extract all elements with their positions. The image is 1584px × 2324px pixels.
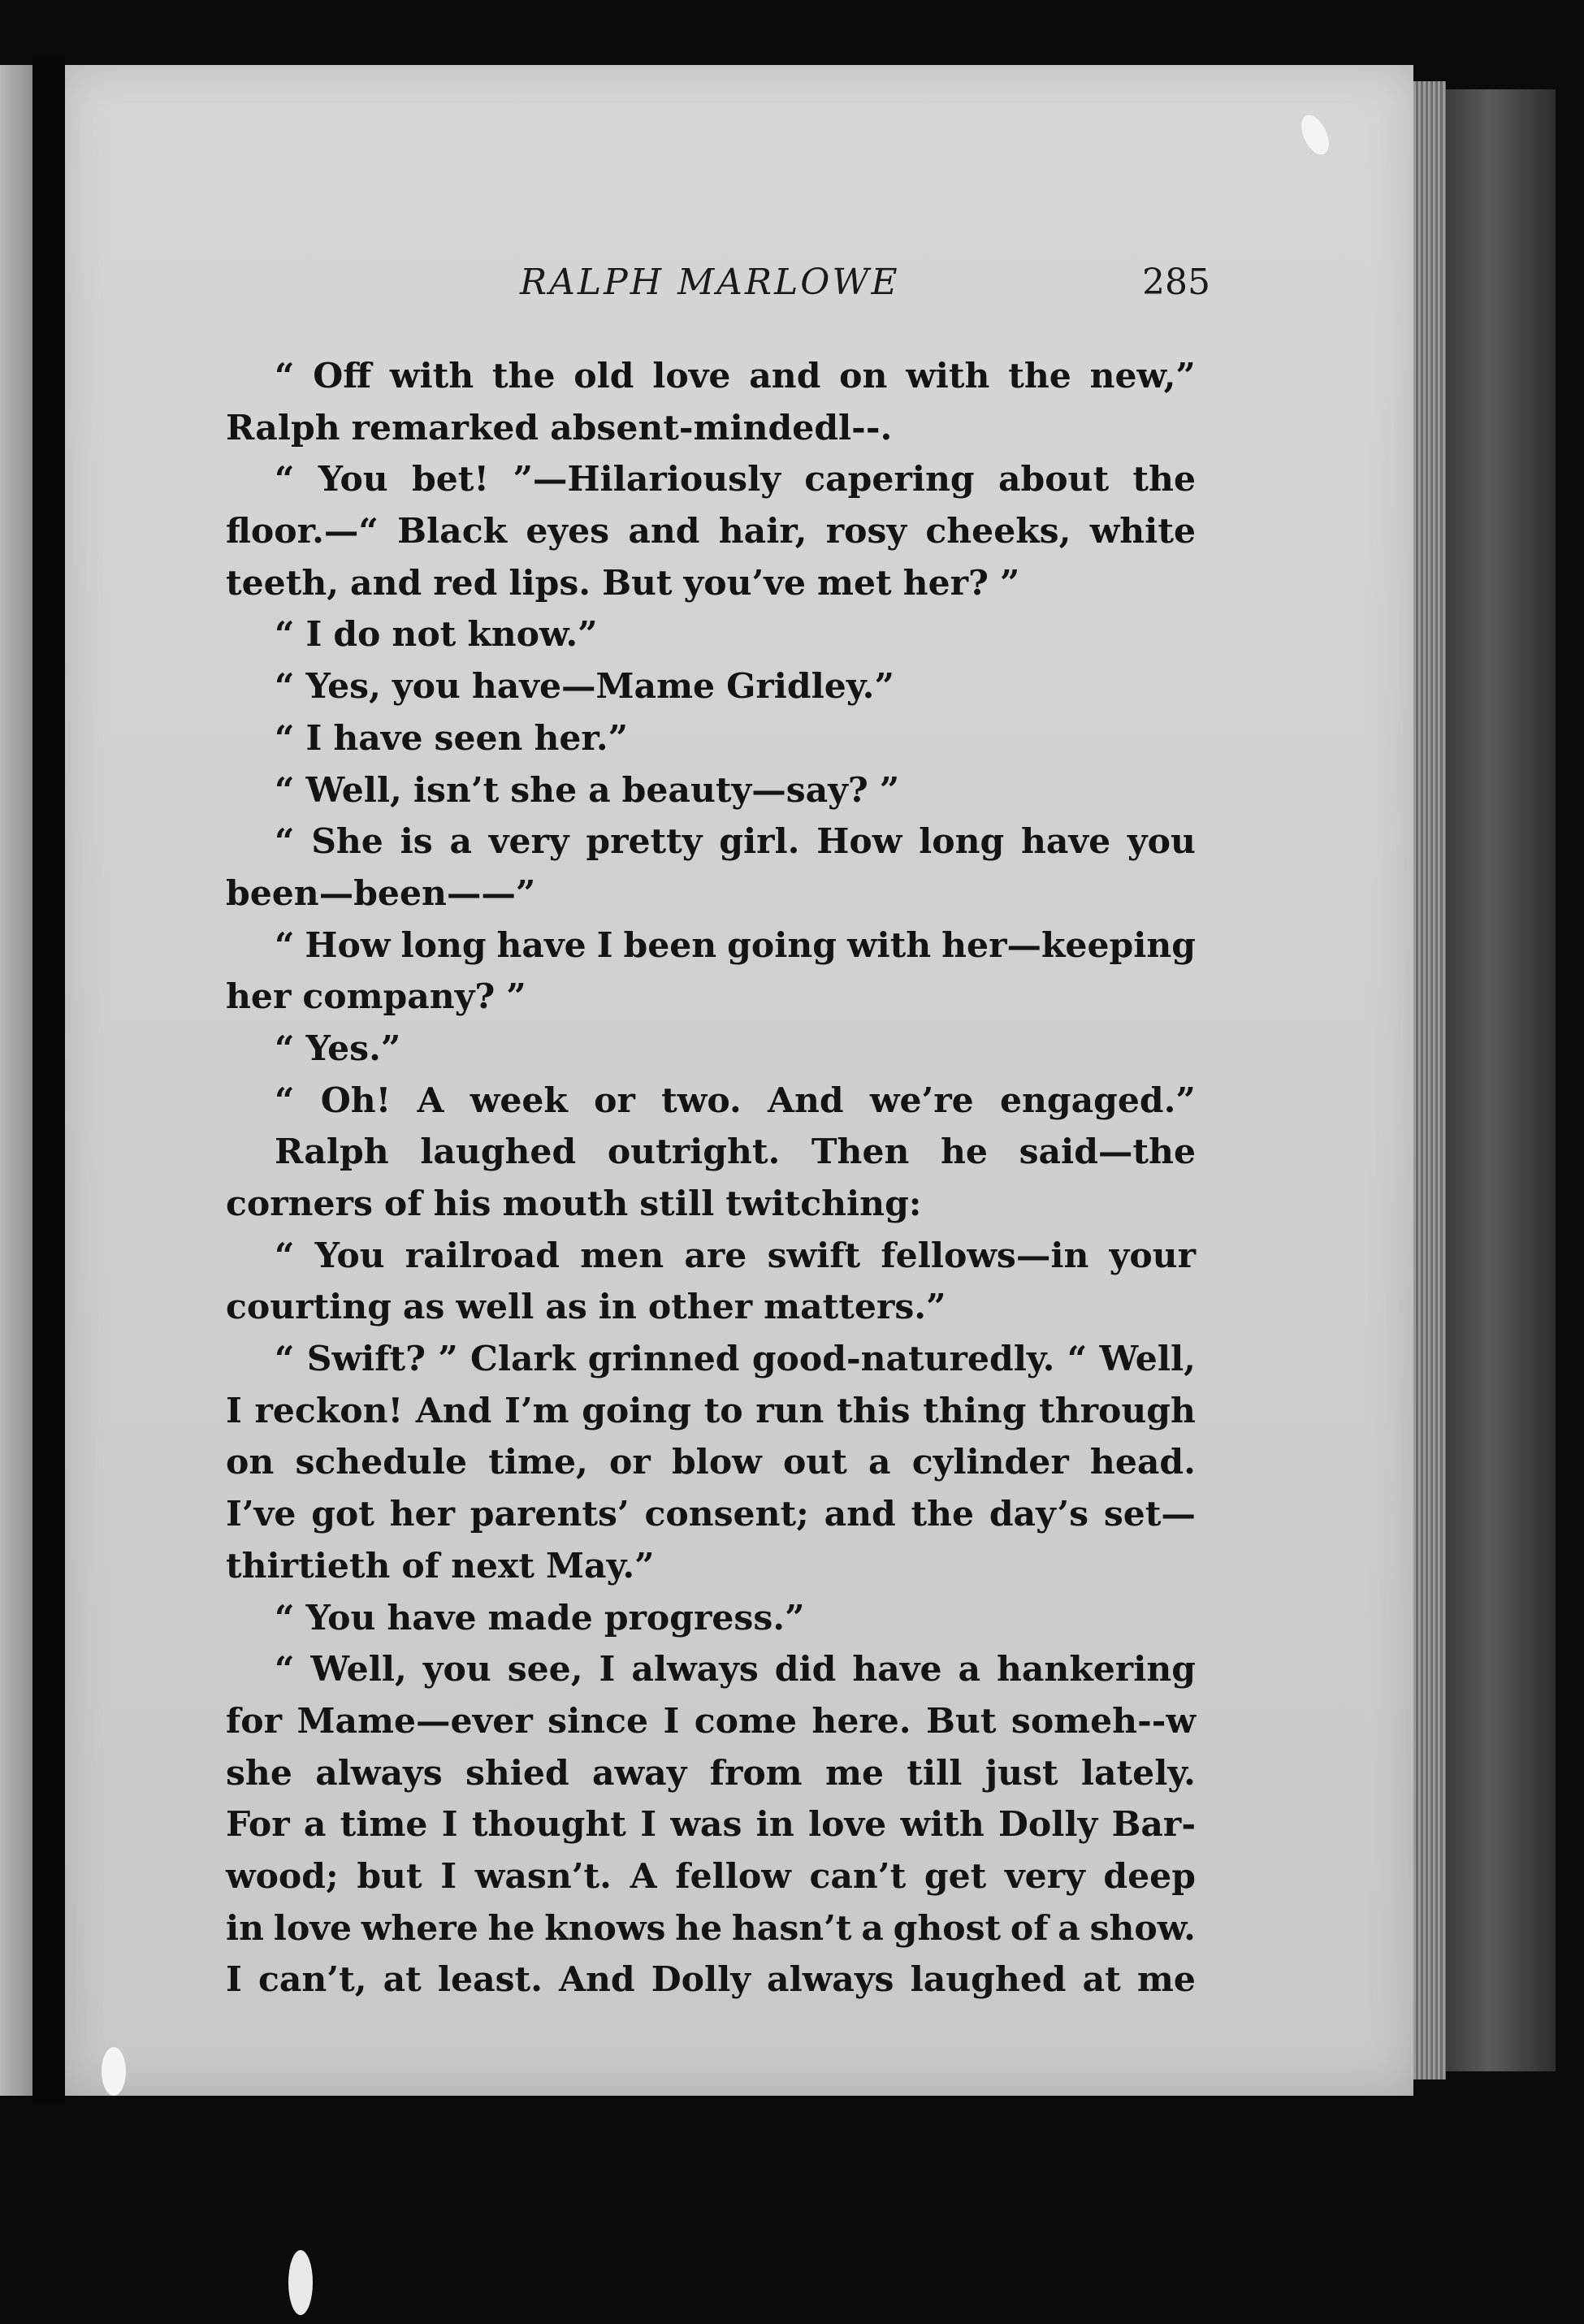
word: about bbox=[998, 459, 1110, 500]
word: a bbox=[588, 769, 611, 811]
word: “ bbox=[275, 459, 295, 500]
word: courting bbox=[226, 1287, 392, 1328]
word: cylinder bbox=[911, 1442, 1069, 1483]
word: “ bbox=[275, 1235, 295, 1276]
word: pretty bbox=[586, 821, 703, 863]
word: Ralph bbox=[275, 1132, 389, 1173]
word: seen bbox=[434, 717, 523, 759]
word: twitching: bbox=[725, 1184, 922, 1224]
word: thing bbox=[923, 1390, 1027, 1431]
word: remarked bbox=[351, 407, 539, 448]
word: white bbox=[1089, 511, 1196, 552]
word: I’m bbox=[504, 1390, 569, 1431]
text-line bbox=[226, 713, 1196, 765]
word: teeth, bbox=[226, 562, 340, 604]
word: wasn’t. bbox=[474, 1855, 612, 1897]
word: on bbox=[839, 356, 888, 396]
word: knows bbox=[544, 1907, 666, 1949]
word: consent; bbox=[644, 1494, 809, 1535]
text-line bbox=[226, 1179, 1196, 1231]
text-line bbox=[226, 403, 1196, 455]
text-line bbox=[226, 1593, 1196, 1645]
page-number: 285 bbox=[1142, 262, 1210, 303]
text-line bbox=[226, 1127, 1196, 1179]
word: been bbox=[623, 924, 717, 966]
word: do bbox=[333, 614, 381, 656]
word: day’s bbox=[989, 1494, 1089, 1535]
word: head. bbox=[1089, 1442, 1196, 1483]
word: in bbox=[226, 1907, 265, 1949]
word: Clark bbox=[470, 1339, 576, 1380]
word: always bbox=[315, 1752, 443, 1794]
word: Well, bbox=[1099, 1339, 1196, 1380]
word: this bbox=[836, 1390, 911, 1431]
word: you’ve bbox=[683, 562, 807, 604]
text-line bbox=[226, 1954, 1196, 2006]
word: and bbox=[628, 511, 700, 552]
word: someh--w bbox=[1011, 1700, 1196, 1742]
word: And bbox=[559, 1959, 635, 2001]
word: run bbox=[755, 1390, 824, 1431]
word: know.” bbox=[467, 614, 598, 656]
word: me bbox=[824, 1752, 884, 1794]
text-line bbox=[226, 1437, 1196, 1489]
word: not bbox=[392, 614, 457, 656]
word: and bbox=[749, 356, 821, 396]
word: week bbox=[470, 1080, 568, 1121]
word: the bbox=[491, 356, 556, 396]
word: a bbox=[449, 821, 473, 863]
word: I bbox=[226, 1390, 242, 1431]
word: you bbox=[392, 666, 461, 708]
word: shied bbox=[465, 1752, 569, 1794]
word: always bbox=[767, 1959, 894, 2001]
book-cover-edge bbox=[1446, 89, 1556, 2071]
word: out bbox=[782, 1442, 847, 1483]
word: old bbox=[573, 356, 634, 396]
word: said—the bbox=[1019, 1132, 1196, 1173]
word: men bbox=[580, 1235, 664, 1276]
word: And bbox=[768, 1080, 844, 1121]
word: I’ve bbox=[226, 1494, 296, 1535]
word: very bbox=[1004, 1855, 1085, 1897]
word: as bbox=[402, 1287, 445, 1328]
word: she bbox=[226, 1752, 292, 1794]
word: floor.—“ bbox=[226, 511, 379, 552]
word: going bbox=[727, 924, 837, 966]
word: red bbox=[433, 562, 498, 604]
word: a bbox=[958, 1649, 981, 1690]
word: and bbox=[824, 1494, 896, 1535]
word: long bbox=[400, 924, 487, 966]
word: eyes bbox=[526, 511, 610, 552]
word: or bbox=[609, 1442, 651, 1483]
word: long bbox=[919, 821, 1005, 863]
word: “ bbox=[275, 924, 295, 966]
word: thirtieth bbox=[226, 1545, 391, 1586]
text-line bbox=[226, 609, 1196, 661]
word: next bbox=[451, 1545, 534, 1586]
word: as bbox=[545, 1287, 587, 1328]
word: “ bbox=[275, 1649, 295, 1690]
word: Yes.” bbox=[305, 1028, 401, 1069]
word: have bbox=[496, 924, 586, 966]
word: “ bbox=[1067, 1339, 1088, 1380]
page-stack-edge bbox=[1413, 81, 1446, 2079]
word: “ bbox=[275, 1080, 295, 1121]
gutter-shadow bbox=[32, 57, 65, 2104]
word: fellows—in bbox=[881, 1235, 1089, 1276]
word: and bbox=[350, 562, 422, 604]
word: her bbox=[389, 1494, 455, 1535]
word: of bbox=[383, 1184, 422, 1224]
word: ” bbox=[879, 769, 900, 811]
word: have bbox=[852, 1649, 942, 1690]
word: you bbox=[1127, 821, 1196, 863]
word: least. bbox=[437, 1959, 543, 2001]
word: well bbox=[456, 1287, 534, 1328]
text-line bbox=[226, 1903, 1196, 1955]
word: in bbox=[598, 1287, 637, 1328]
word: love bbox=[652, 356, 731, 396]
word: matters.” bbox=[764, 1287, 946, 1328]
text-line bbox=[226, 558, 1196, 610]
word: he bbox=[487, 1907, 535, 1949]
word: But bbox=[602, 562, 673, 604]
word: rosy bbox=[825, 511, 907, 552]
word: Well, bbox=[305, 769, 402, 811]
word: a bbox=[303, 1804, 327, 1846]
word: I bbox=[440, 1855, 457, 1897]
word: two. bbox=[661, 1080, 742, 1121]
word: hair, bbox=[718, 511, 807, 552]
text-line bbox=[226, 920, 1196, 972]
word: How bbox=[816, 821, 902, 863]
text-line bbox=[226, 816, 1196, 868]
word: lately. bbox=[1080, 1752, 1196, 1794]
word: till bbox=[907, 1752, 963, 1794]
word: laughed bbox=[910, 1959, 1067, 2001]
word: cheeks, bbox=[925, 511, 1071, 552]
word: A bbox=[417, 1080, 444, 1121]
facing-page-edge bbox=[0, 65, 32, 2096]
text-line bbox=[226, 1075, 1196, 1127]
word: on bbox=[226, 1442, 275, 1483]
word: “ bbox=[275, 769, 295, 811]
word: I bbox=[663, 1700, 680, 1742]
word: Dolly bbox=[651, 1959, 751, 2001]
word: wood; bbox=[226, 1855, 339, 1897]
word: hasn’t bbox=[731, 1907, 852, 1949]
word: bet! bbox=[412, 459, 490, 500]
word: to bbox=[703, 1390, 743, 1431]
word: you bbox=[422, 1649, 491, 1690]
word: “ bbox=[275, 1339, 295, 1380]
word: “ bbox=[275, 666, 295, 708]
word: I bbox=[640, 1804, 657, 1846]
word: but bbox=[357, 1855, 422, 1897]
word: come bbox=[694, 1700, 797, 1742]
text-line bbox=[226, 1851, 1196, 1903]
word: I bbox=[599, 1649, 616, 1690]
word: ghost bbox=[893, 1907, 1002, 1949]
word: blow bbox=[671, 1442, 762, 1483]
word: did bbox=[774, 1649, 837, 1690]
word: met bbox=[817, 562, 892, 604]
word: see, bbox=[507, 1649, 583, 1690]
word: he bbox=[941, 1132, 988, 1173]
word: is bbox=[400, 821, 433, 863]
word: from bbox=[709, 1752, 803, 1794]
text-line bbox=[226, 1231, 1196, 1283]
text-line bbox=[226, 1386, 1196, 1438]
word: her? bbox=[902, 562, 989, 604]
text-line bbox=[226, 1024, 1196, 1075]
text-line bbox=[226, 868, 1196, 920]
word: we’re bbox=[869, 1080, 974, 1121]
word: have bbox=[1020, 821, 1111, 863]
word: “ bbox=[275, 717, 295, 759]
word: get bbox=[924, 1855, 987, 1897]
word: made bbox=[487, 1597, 593, 1638]
word: a bbox=[1058, 1907, 1080, 1949]
word: isn’t bbox=[413, 769, 500, 811]
word: the bbox=[911, 1494, 975, 1535]
word: other bbox=[647, 1287, 753, 1328]
word: love bbox=[807, 1804, 887, 1846]
word: in bbox=[755, 1804, 794, 1846]
word: Swift? bbox=[306, 1339, 426, 1380]
word: And bbox=[415, 1390, 492, 1431]
word: Dolly bbox=[998, 1804, 1098, 1846]
word: corners bbox=[226, 1184, 373, 1224]
word: a bbox=[868, 1442, 891, 1483]
word: Ralph bbox=[226, 407, 340, 448]
word: away bbox=[591, 1752, 687, 1794]
word: hankering bbox=[996, 1649, 1196, 1690]
word: can’t, bbox=[258, 1959, 367, 2001]
text-line bbox=[226, 454, 1196, 506]
text-line bbox=[226, 972, 1196, 1024]
word: he bbox=[675, 1907, 723, 1949]
word: got bbox=[311, 1494, 374, 1535]
word: engaged.” bbox=[999, 1080, 1196, 1121]
word: of bbox=[401, 1545, 440, 1586]
dust-speck bbox=[288, 2250, 313, 2315]
word: May.” bbox=[545, 1545, 655, 1586]
word: But bbox=[926, 1700, 997, 1742]
word: For bbox=[226, 1804, 290, 1846]
word: Black bbox=[397, 511, 508, 552]
word: “ bbox=[275, 1597, 295, 1638]
word: ” bbox=[438, 1339, 458, 1380]
word: mouth bbox=[502, 1184, 629, 1224]
word: his bbox=[433, 1184, 491, 1224]
word: progress.” bbox=[604, 1597, 805, 1638]
word: I bbox=[305, 717, 322, 759]
word: your bbox=[1109, 1235, 1196, 1276]
word: show. bbox=[1089, 1907, 1196, 1949]
text-line bbox=[226, 351, 1196, 403]
word: her bbox=[226, 976, 292, 1018]
word: deep bbox=[1103, 1855, 1196, 1897]
word: I bbox=[441, 1804, 458, 1846]
text-line bbox=[226, 1696, 1196, 1748]
word: still bbox=[639, 1184, 715, 1224]
word: with bbox=[389, 356, 474, 396]
text-line bbox=[226, 1799, 1196, 1851]
word: capering bbox=[804, 459, 975, 500]
text-line bbox=[226, 1748, 1196, 1800]
word: ” bbox=[999, 562, 1020, 604]
word: absent-mindedl--. bbox=[550, 407, 893, 448]
word: me bbox=[1136, 1959, 1196, 2001]
word: ” bbox=[506, 976, 526, 1018]
word: Gridley.” bbox=[726, 666, 894, 708]
word: her—keeping bbox=[941, 924, 1196, 966]
word: I bbox=[305, 614, 322, 656]
word: Mame—ever bbox=[296, 1700, 533, 1742]
word: girl. bbox=[719, 821, 800, 863]
dust-speck bbox=[102, 2047, 126, 2096]
word: “ bbox=[275, 821, 295, 863]
word: new,” bbox=[1089, 356, 1196, 396]
word: ”—Hilariously bbox=[513, 459, 781, 500]
word: grinned bbox=[587, 1339, 740, 1380]
word: Bar- bbox=[1111, 1804, 1196, 1846]
word: with bbox=[900, 1804, 985, 1846]
word: Off bbox=[313, 356, 372, 396]
word: You bbox=[314, 1235, 385, 1276]
word: I bbox=[226, 1959, 242, 2001]
word: “ bbox=[275, 356, 295, 396]
word: set— bbox=[1103, 1494, 1196, 1535]
word: her.” bbox=[534, 717, 629, 759]
word: time, bbox=[488, 1442, 588, 1483]
word: or bbox=[594, 1080, 635, 1121]
word: schedule bbox=[295, 1442, 467, 1483]
word: beauty—say? bbox=[621, 769, 868, 811]
word: she bbox=[510, 769, 578, 811]
word: She bbox=[311, 821, 383, 863]
word: at bbox=[1082, 1959, 1121, 2001]
text-line bbox=[226, 1282, 1196, 1334]
text-line bbox=[226, 1644, 1196, 1696]
word: the bbox=[1008, 356, 1071, 396]
text-line bbox=[226, 1541, 1196, 1593]
word: thought bbox=[471, 1804, 626, 1846]
word: here. bbox=[811, 1700, 911, 1742]
word: You bbox=[305, 1597, 376, 1638]
word: a bbox=[861, 1907, 884, 1949]
word: the bbox=[1132, 459, 1196, 500]
word: You bbox=[318, 459, 388, 500]
word: was bbox=[670, 1804, 742, 1846]
word: very bbox=[488, 821, 569, 863]
word: have—Mame bbox=[471, 666, 716, 708]
word: Then bbox=[811, 1132, 910, 1173]
word: outright. bbox=[607, 1132, 781, 1173]
word: I bbox=[596, 924, 613, 966]
word: “ bbox=[275, 1028, 295, 1069]
body-text bbox=[226, 351, 1196, 2006]
word: of bbox=[1010, 1907, 1049, 1949]
word: Well, bbox=[310, 1649, 407, 1690]
word: Oh! bbox=[320, 1080, 392, 1121]
running-head: RALPH MARLOWE bbox=[520, 262, 900, 303]
word: with bbox=[846, 924, 932, 966]
word: always bbox=[631, 1649, 759, 1690]
page-header bbox=[520, 262, 1210, 318]
text-line bbox=[226, 506, 1196, 558]
word: have bbox=[333, 717, 423, 759]
word: railroad bbox=[405, 1235, 560, 1276]
text-line bbox=[226, 661, 1196, 713]
word: Yes, bbox=[305, 666, 381, 708]
word: where bbox=[361, 1907, 478, 1949]
text-line bbox=[226, 1334, 1196, 1386]
word: good-naturedly. bbox=[751, 1339, 1055, 1380]
word: are bbox=[684, 1235, 747, 1276]
word: at bbox=[383, 1959, 422, 2001]
text-line bbox=[226, 765, 1196, 817]
word: with bbox=[906, 356, 990, 396]
word: been—been——” bbox=[226, 872, 536, 914]
word: fellow bbox=[675, 1855, 791, 1897]
word: going bbox=[582, 1390, 692, 1431]
word: love bbox=[273, 1907, 353, 1949]
word: A bbox=[630, 1855, 657, 1897]
text-line bbox=[226, 1489, 1196, 1541]
word: can’t bbox=[809, 1855, 907, 1897]
word: parents’ bbox=[470, 1494, 630, 1535]
word: lips. bbox=[509, 562, 591, 604]
word: time bbox=[340, 1804, 428, 1846]
word: laughed bbox=[420, 1132, 577, 1173]
word: have bbox=[387, 1597, 477, 1638]
word: “ bbox=[275, 614, 295, 656]
word: How bbox=[305, 924, 391, 966]
word: company? bbox=[302, 976, 496, 1018]
word: swift bbox=[767, 1235, 861, 1276]
word: for bbox=[226, 1700, 283, 1742]
word: since bbox=[547, 1700, 649, 1742]
word: just bbox=[985, 1752, 1058, 1794]
word: reckon! bbox=[254, 1390, 404, 1431]
word: through bbox=[1039, 1390, 1196, 1431]
